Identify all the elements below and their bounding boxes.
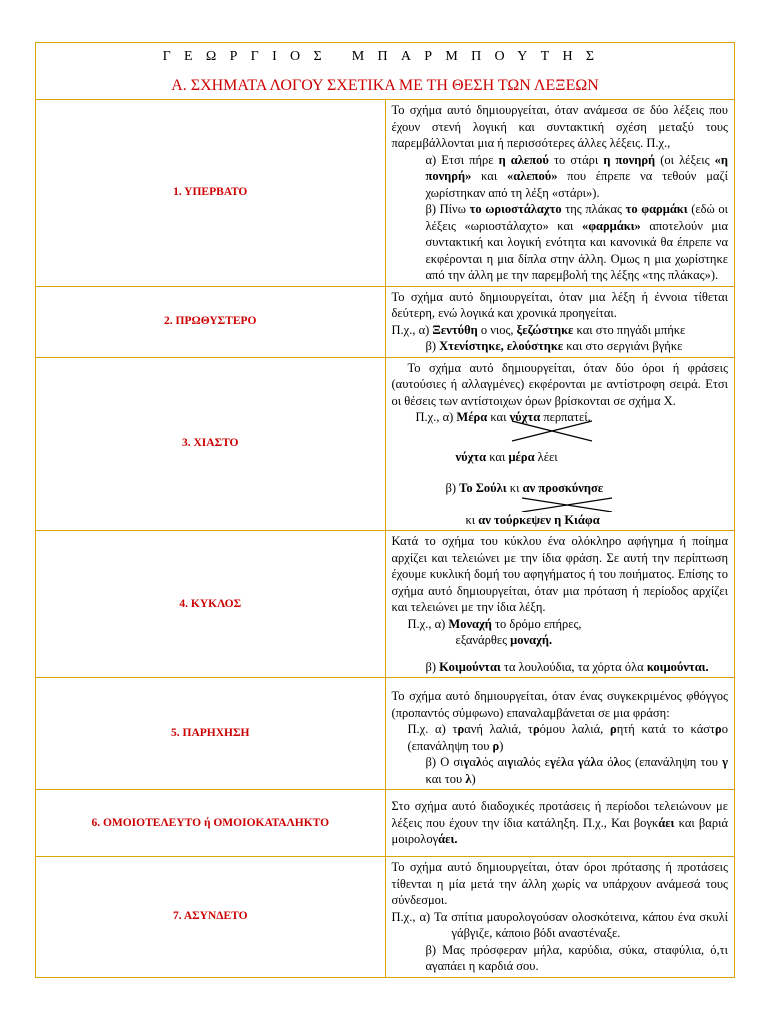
bold-span: η πονηρή xyxy=(603,152,656,167)
bold-span: ξεζώστηκε xyxy=(516,322,574,337)
bold-span: Μέρα xyxy=(456,410,488,424)
definition-text xyxy=(392,798,729,848)
example-b xyxy=(392,754,729,787)
bold-span: ρ xyxy=(715,722,722,736)
bold-span: αν τούρκεψεν xyxy=(478,512,551,527)
bold-span: αν προσκύνησε xyxy=(522,480,604,495)
bold-span: λ xyxy=(613,755,620,769)
bold-span: ρ xyxy=(492,738,500,753)
bold-span: «φαρμάκι» xyxy=(581,218,641,233)
text-span: α ό xyxy=(596,755,614,769)
bold-span: Κοιμούνται xyxy=(439,659,501,674)
example-a xyxy=(392,322,729,339)
bold-span: Μοναχή xyxy=(448,616,492,631)
definition-hyperbaton xyxy=(385,100,735,287)
text-span: β) Ο σι xyxy=(425,755,464,769)
definition-homoeoteleuton xyxy=(385,790,735,857)
bold-span: γ xyxy=(577,755,584,769)
bold-span: το ωριοστάλαχτο xyxy=(469,202,562,216)
row-chiasmus xyxy=(36,357,735,531)
text-span: και βαριά μοιρολογ xyxy=(391,815,728,847)
bold-span: άει xyxy=(658,815,675,830)
row-cycle xyxy=(36,531,735,678)
text-span: περπατεί, xyxy=(540,410,591,424)
text-span: ο (επανάληψη του xyxy=(407,722,728,753)
example-a xyxy=(392,721,729,754)
bold-span: ρ xyxy=(532,722,540,736)
bold-span: λ xyxy=(523,755,530,769)
text-span: Π.χ., α) xyxy=(391,322,433,337)
bold-span: γ xyxy=(507,755,514,769)
text-span: και xyxy=(487,410,510,424)
example-a xyxy=(392,152,729,202)
figures-of-speech-table xyxy=(35,42,735,978)
bold-span: μοναχή. xyxy=(510,633,553,647)
text-span: ια xyxy=(513,755,524,769)
text-span: όμου λαλιά, xyxy=(539,722,611,736)
intro-text: Το σχήμα αυτό δημιουργείται, όταν ανάμεσα σε δύο λέξεις που έχουν στενή λογική και συντακτική σχέση μεταξύ τους παρεμβάλλονται μια ή περισσότερες άλλες λέξεις. Π.χ., xyxy=(391,103,728,150)
text-span: έ xyxy=(555,755,562,769)
text-span: και xyxy=(471,169,507,183)
text-span: ) xyxy=(471,771,476,786)
example-b-line2 xyxy=(392,512,729,529)
bold-span: η αλεπού xyxy=(498,152,549,167)
text-span: ) xyxy=(499,738,504,753)
bold-span: «αλεπού» xyxy=(506,169,558,183)
row-hyperbaton xyxy=(36,100,735,287)
text-span: (εδώ οι λέξεις «ωριοστάλαχτο» και xyxy=(425,202,729,233)
bold-span: λ xyxy=(475,755,483,769)
page-title: Α. ΣΧΗΜΑΤΑ ΛΟΓΟΥ ΣΧΕΤΙΚΑ ΜΕ ΤΗ ΘΕΣΗ ΤΩΝ ΛΕΞΕΩΝ xyxy=(171,77,599,94)
bold-span: γ xyxy=(463,755,470,769)
example-b: β) Μας πρόσφεραν μήλα, καρύδια, σύκα, σταφύλια, ό,τι αγαπάει η καρδιά σου. xyxy=(425,942,728,973)
term-chiasmus: 3. ΧΙΑΣΤΟ xyxy=(36,357,386,531)
text-span: και xyxy=(486,450,509,464)
term-homoeoteleuton: 6. ΟΜΟΙΟΤΕΛΕΥΤΟ ή ΟΜΟΙΟΚΑΤΑΛΗΚΤΟ xyxy=(36,790,386,857)
example-a-line2 xyxy=(392,449,729,466)
intro-text: Το σχήμα αυτό δημιουργείται, όταν ένας συγκεκριμένος φθόγγος (προπαντός σύμφωνο) επαναλαμβάνεται σε μια φράση: xyxy=(391,689,728,720)
term-cycle: 4. ΚΥΚΛΟΣ xyxy=(36,531,386,678)
bold-span: «η πονηρή» xyxy=(425,152,728,183)
bold-span: άει. xyxy=(438,832,458,847)
text-span: ά xyxy=(583,755,591,769)
text-span: ητή κατά το κάστ xyxy=(616,722,716,736)
bold-span: κοιμούνται. xyxy=(646,659,709,674)
bold-span: λ xyxy=(561,755,568,769)
example-b xyxy=(392,338,729,355)
text-span: αποτελούν μια συντακτική και λογική ενότητα και κανονικά θα έπρεπε να εκφέρονται η μια δίπλα στην άλλη. Ομως η μια χωρίστηκε από την άλλη με την παρεμβολή της λέξης «της πλάκας»). xyxy=(425,218,728,282)
example-a: Π.χ., α) Τα σπίτια μαυρολογούσαν ολοσκότεινα, κάπου ένα σκυλί γάβγιζε, κάποιο βόδι αναστέναξε. xyxy=(391,909,728,940)
bold-span: Ξεντύθη xyxy=(432,322,478,337)
text-span: β) xyxy=(445,480,460,495)
bold-span: το φαρμάκι xyxy=(625,202,688,216)
term-asyndeton: 7. ΑΣΥΝΔΕΤΟ xyxy=(36,857,386,978)
row-asyndeton xyxy=(36,857,735,978)
text-span: ανή λαλιά, τ xyxy=(464,722,533,736)
text-span: α xyxy=(567,755,578,769)
example-b xyxy=(392,659,729,676)
text-span: κι xyxy=(465,512,479,527)
text-span: Στο σχήμα αυτό διαδοχικές προτάσεις ή περίοδοι τελειώνουν με λέξεις που έχουν την ίδια κατάληξη. Π.χ., Και βογκ xyxy=(391,799,728,830)
text-span: α) Ετσι πήρε xyxy=(425,152,499,167)
text-span: β) xyxy=(425,339,440,353)
bold-span: λ xyxy=(465,771,472,786)
intro-text: Το σχήμα αυτό δημιουργείται, όταν μια λέξη ή έννοια τίθεται δεύτερη, ενώ λογικά και χρονικά προηγείται. xyxy=(391,289,728,320)
text-span: Π.χ., α) xyxy=(407,616,449,631)
bold-span: Χτενίστηκε, ελούστηκε xyxy=(439,339,564,353)
text-span: Π.χ. α) τ xyxy=(407,722,458,736)
header-row xyxy=(36,43,735,100)
definition-asyndeton xyxy=(385,857,735,978)
bold-span: η Κιάφα xyxy=(554,512,600,527)
example-a-line1 xyxy=(392,616,729,633)
bold-span: γ xyxy=(549,755,556,769)
definition-hysteron-proteron xyxy=(385,286,735,357)
text-span: το στάρι xyxy=(548,152,604,167)
text-span: της πλάκας xyxy=(561,202,626,216)
intro-text: Το σχήμα αυτό δημιουργείται, όταν δύο όροι ή φράσεις (αυτούσιες ή αλλαγμένες) εκφέρονται με αντίστροφη σειρά. Ετσι οι θέσεις των αντίστοιχων όρων βρίσκονται σε σχήμα Χ. xyxy=(391,360,728,408)
text-span: β) xyxy=(425,659,440,674)
text-span: ός αι xyxy=(482,755,508,769)
text-span: και στο πηγάδι μπήκε xyxy=(573,322,686,337)
text-span: β) Πίνω xyxy=(425,202,470,216)
text-span: Π.χ., α) xyxy=(415,410,457,424)
row-hysteron-proteron xyxy=(36,286,735,357)
term-hysteron-proteron: 2. ΠΡΩΘΥΣΤΕΡΟ xyxy=(36,286,386,357)
spacer xyxy=(392,649,729,659)
example-b xyxy=(392,201,729,284)
definition-cycle xyxy=(385,531,735,678)
author-name: ΓΕΩΡΓΙΟΣ ΜΠΑΡΜΠΟΥΤΗΣ xyxy=(162,49,608,64)
chiasmus-example-b xyxy=(392,472,729,512)
intro-text: Κατά το σχήμα του κύκλου ένα ολόκληρο αφήγημα ή ποίημα αρχίζει και τελειώνει με την ίδια φράση. Σε αυτή την περίπτωση έχουμε κυκλική δομή του αφηγήματος ή του ποιήματος. Επίσης το σχήμα αυτό δημιουργείται, όταν μια πρόταση ή περίοδος αρχίζει και τελειώνει με την ίδια λέξη. xyxy=(391,534,728,614)
text-span: εξανάρθες xyxy=(455,633,511,647)
term-hyperbaton: 1. ΥΠΕΡΒΑΤΟ xyxy=(36,100,386,287)
bold-span: γ xyxy=(722,755,728,769)
term-alliteration: 5. ΠΑΡΗΧΗΣΗ xyxy=(36,678,386,790)
definition-alliteration xyxy=(385,678,735,790)
text-span: λέει xyxy=(534,450,558,464)
bold-span: Το Σούλι xyxy=(459,480,507,495)
text-span: που έπρεπε να τεθούν μαζί χωρίστηκαν από τη λέξη «στάρι»). xyxy=(425,169,728,200)
text-span: (οι λέξεις xyxy=(655,152,715,167)
bold-span: μέρα xyxy=(508,450,535,464)
bold-span: ρ xyxy=(610,722,617,736)
example-a-line2 xyxy=(392,632,729,649)
row-alliteration xyxy=(36,678,735,790)
definition-chiasmus xyxy=(385,357,735,531)
text-span: κι xyxy=(506,480,523,495)
text-span: και στο σεργιάνι βγήκε xyxy=(563,339,683,353)
text-span: το δρόμο επήρες, xyxy=(491,616,582,631)
row-homoeoteleuton xyxy=(36,790,735,857)
text-span: ος (επανάληψη του xyxy=(619,755,723,769)
chiasmus-example-a xyxy=(392,409,729,449)
text-span: και του xyxy=(425,771,466,786)
bold-span: νύχτα xyxy=(509,410,541,424)
text-span: ο νιος, xyxy=(477,322,517,337)
text-span: τα λουλούδια, τα χόρτα όλα xyxy=(500,659,647,674)
bold-span: λ xyxy=(590,755,597,769)
chiasmus-cross-a xyxy=(452,409,652,449)
intro-text: Το σχήμα αυτό δημιουργείται, όταν όροι πρότασης ή προτάσεις τίθενται η μία μετά την άλλη χωρίς να υπάρχουν ανάμεσά τους σύνδεσμοι. xyxy=(391,860,728,907)
text-span: ός ε xyxy=(529,755,550,769)
text-span: α xyxy=(469,755,476,769)
bold-span: ρ xyxy=(457,722,465,736)
bold-span: νύχτα xyxy=(455,450,487,464)
chiasmus-cross-b xyxy=(492,472,692,512)
